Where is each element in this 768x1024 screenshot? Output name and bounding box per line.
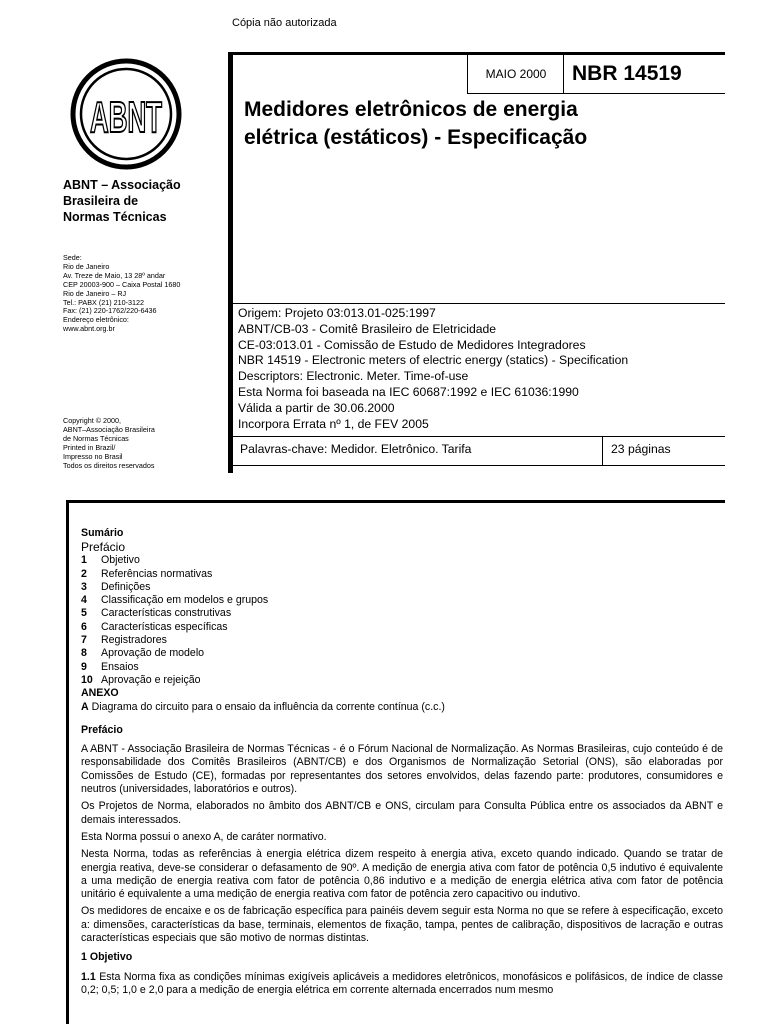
- copyright-line: Copyright © 2000,: [63, 416, 122, 425]
- copyright-block: [63, 417, 223, 470]
- origin-line: Esta Norma foi baseada na IEC 60687:1992 e IEC 61036:1990: [238, 384, 579, 399]
- body-top-border: [66, 500, 725, 503]
- preface-paragraph: A ABNT - Associação Brasileira de Normas Técnicas - é o Fórum Nacional de Normalização. As Normas Brasileiras, cujo conteúdo é de responsabilidade dos Comitês Brasileiros (ABNT/CB) e dos Organismos de Normalização Setorial (ONS), são elaboradas por Comissões de Estudo (CE), formadas por representantes dos setores envolvidos, delas fazendo parte: produtores, consumidores e neutros (universidades, laboratórios e outros).: [81, 743, 723, 796]
- toc-number: 3: [81, 580, 87, 593]
- origin-line: NBR 14519 - Electronic meters of electric energy (statics) - Specification: [238, 353, 629, 368]
- toc-number: 2: [81, 567, 87, 580]
- annex-heading: ANEXO: [81, 687, 119, 700]
- toc-label: Definições: [101, 580, 151, 593]
- summary-title: Sumário: [81, 527, 124, 539]
- title-line: Medidores eletrônicos de energia: [244, 98, 578, 121]
- origin-line: ABNT/CB-03 - Comitê Brasileiro de Eletricidade: [238, 321, 497, 336]
- copyright-line: Todos os direitos reservados: [63, 460, 155, 470]
- toc-number: 8: [81, 647, 87, 660]
- divider: [233, 465, 725, 466]
- objective-title: 1 Objetivo: [81, 951, 133, 964]
- toc-item-prefacio: Prefácio: [81, 540, 126, 555]
- toc-item: [81, 554, 723, 567]
- annex-label: Diagrama do circuito para o ensaio da influência da corrente contínua (c.c.): [91, 700, 445, 713]
- toc-item: [81, 568, 723, 581]
- copyright-line: Impresso no Brasil: [63, 451, 123, 461]
- org-name-line: Normas Técnicas: [63, 210, 167, 224]
- toc-label: Aprovação e rejeição: [101, 673, 201, 686]
- toc-label: Ensaios: [101, 660, 139, 673]
- toc-label: Referências normativas: [101, 567, 213, 580]
- toc-number: 5: [81, 607, 87, 620]
- origin-line: Incorpora Errata nº 1, de FEV 2005: [238, 416, 429, 431]
- preface-paragraph: Nesta Norma, todas as referências à energia elétrica dizem respeito à energia ativa, exceto quando indicado. Quando se tratar de energia reativa, deve-se considerar o defasamento de 90º. A medição de energia ativa com fator de potência 0,5 indutivo é equivalente a uma medição de energia reativa com fator de potência 0,86 indutivo e a medição de energia elétrica ativa com fator de potência unitário é equivalente a uma medição de energia reativa com fator de potência zero capacitivo ou indutivo.: [81, 848, 723, 901]
- organization-name: [63, 177, 223, 225]
- preface-title: Prefácio: [81, 723, 123, 736]
- org-name-line: Brasileira de: [63, 194, 139, 208]
- keywords: Palavras-chave: Medidor. Eletrônico. Tarifa: [240, 442, 472, 456]
- toc-label: Objetivo: [101, 554, 140, 567]
- page-count: 23 páginas: [611, 442, 671, 456]
- body-left-border: [66, 500, 69, 1024]
- toc-annex-item: [81, 701, 723, 714]
- toc-item: [81, 661, 723, 674]
- divider: [602, 436, 603, 465]
- origin-line: Descriptors: Electronic. Meter. Time-of-use: [238, 369, 469, 384]
- address-line: Rio de Janeiro – RJ: [63, 288, 127, 298]
- address-line: Sede:: [63, 253, 82, 262]
- copyright-line: de Normas Técnicas: [63, 433, 129, 443]
- clause-number: 1.1: [81, 970, 96, 983]
- preface-paragraph: Esta Norma possui o anexo A, de caráter normativo.: [81, 830, 327, 843]
- toc-item: [81, 594, 723, 607]
- origin-line: Origem: Projeto 03:013.01-025:1997: [238, 306, 436, 320]
- toc-number: 1: [81, 554, 87, 567]
- toc-label: Aprovação de modelo: [101, 647, 205, 660]
- preface-paragraph: Os Projetos de Norma, elaborados no âmbito dos ABNT/CB e ONS, circulam para Consulta Pública entre os associados da ABNT e demais interessados.: [81, 800, 723, 826]
- divider: [467, 93, 725, 94]
- document-body: [81, 527, 723, 1001]
- divider: [233, 303, 725, 304]
- org-name-line: ABNT – Associação: [63, 178, 181, 192]
- toc-number: 6: [81, 620, 87, 633]
- copyright-line: ABNT–Associação Brasileira: [63, 424, 155, 434]
- toc-label: Registradores: [101, 634, 167, 647]
- address-line: Endereço eletrônico:: [63, 315, 129, 325]
- toc-item: [81, 647, 723, 660]
- divider: [233, 436, 725, 437]
- toc-item: [81, 621, 723, 634]
- objective-paragraph: [81, 971, 723, 998]
- toc-item: [81, 634, 723, 647]
- toc-label: Classificação em modelos e grupos: [101, 594, 269, 607]
- abnt-logo: [70, 58, 182, 170]
- address-line: www.abnt.org.br: [63, 324, 115, 334]
- toc-label: Características específicas: [101, 620, 228, 633]
- origin-line: CE-03:013.01 - Comissão de Estudo de Medidores Integradores: [238, 337, 586, 352]
- toc-item: [81, 581, 723, 594]
- toc-number: 9: [81, 660, 87, 673]
- address-line: Tel.: PABX (21) 210-3122: [63, 297, 144, 307]
- preface-paragraph: Os medidores de encaixe e os de fabricação específica para painéis devem seguir esta Norma no que se refere à especificação, exceto a: dimensões, características da base, terminais, elementos de fixação, tampa, pentes de calibração, dispositivos de lacração e outras características especiais que são motivo de normas distintas.: [81, 905, 723, 945]
- unauthorized-copy-note: Cópia não autorizada: [232, 17, 337, 29]
- address-line: Av. Treze de Maio, 13 28º andar: [63, 270, 166, 280]
- toc-item: [81, 607, 723, 620]
- title-line: elétrica (estáticos) - Especificação: [244, 126, 588, 149]
- document-title: [244, 96, 719, 152]
- toc-number: 7: [81, 634, 87, 647]
- toc-label: Características construtivas: [101, 607, 232, 620]
- publication-date: MAIO 2000: [467, 55, 564, 93]
- address-block: [63, 254, 223, 334]
- origin-block: [238, 306, 725, 432]
- toc-number: 4: [81, 594, 87, 607]
- toc-number: 10: [81, 673, 93, 686]
- copyright-line: Printed in Brazil/: [63, 442, 116, 452]
- address-line: Fax: (21) 220-1762/220-6436: [63, 306, 157, 316]
- origin-line: Válida a partir de 30.06.2000: [238, 400, 395, 415]
- standard-code: NBR 14519: [563, 55, 725, 93]
- address-line: Rio de Janeiro: [63, 261, 110, 271]
- header-left-border: [228, 52, 233, 473]
- toc-item: [81, 674, 723, 687]
- annex-letter: A: [81, 700, 89, 713]
- address-line: CEP 20003-900 – Caixa Postal 1680: [63, 279, 181, 289]
- clause-text: Esta Norma fixa as condições mínimas exigíveis aplicáveis a medidores eletrônicos, monofásicos e polifásicos, de índice de classe 0,2; 0,5; 1,0 e 2,0 para a medição de energia elétrica em corrente alternada encerrados num mesmo: [81, 970, 723, 996]
- logo-text: ABNT: [90, 93, 163, 142]
